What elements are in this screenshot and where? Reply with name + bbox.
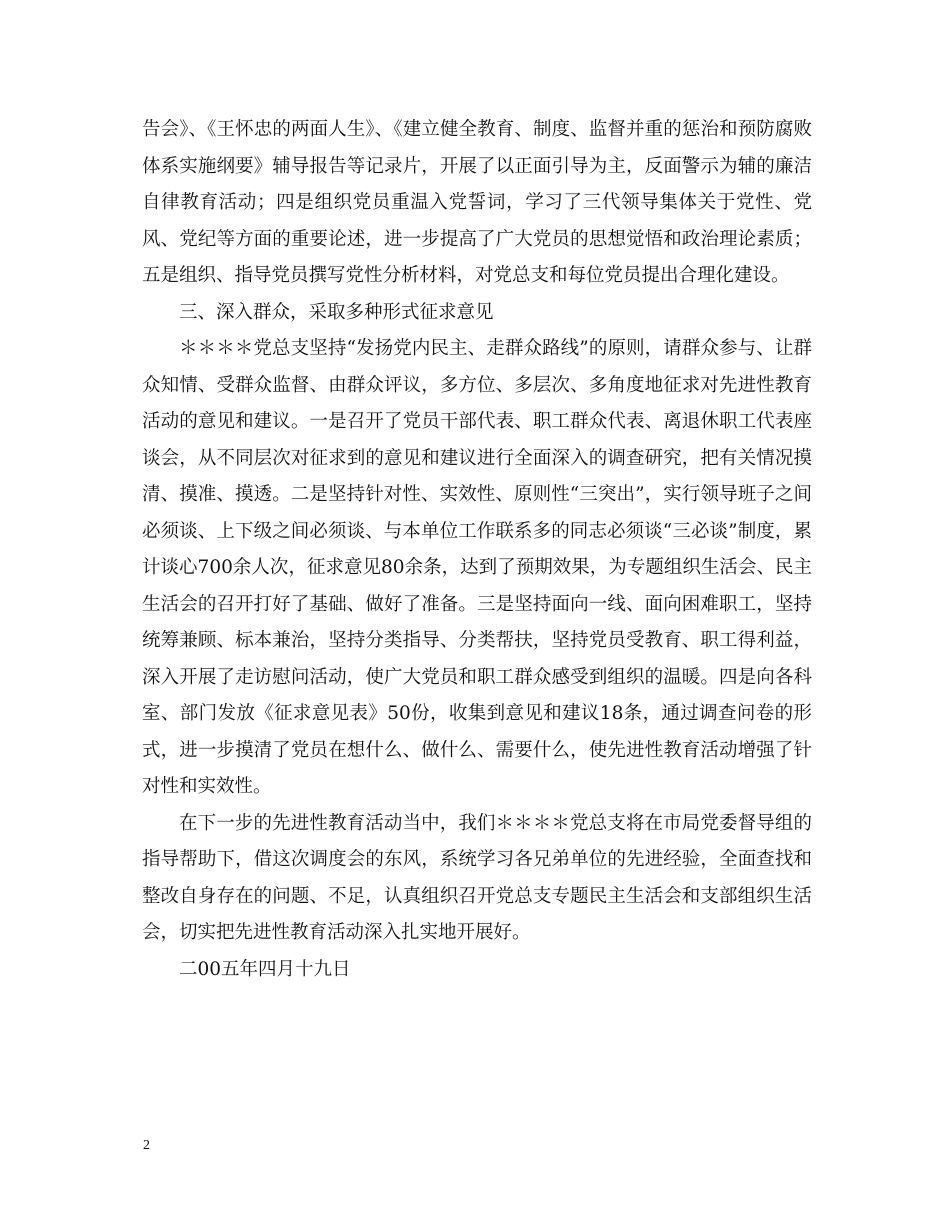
document-body: [142, 112, 812, 988]
document-date: 二00五年四月十九日: [179, 958, 351, 980]
paragraph-continuation: 告会》、《王怀忠的两面人生》、《建立健全教育、制度、监督并重的惩治和预防腐败体系实施纲要》辅导报告等记录片，开展了以正面引导为主，反面警示为辅的廉洁自律教育活动；四是组织党员重温入党誓词，学习了三代领导集体关于党性、党风、党纪等方面的重要论述，进一步提高了广大党员的思想觉悟和政治理论素质；五是组织、指导党员撰写党性分析材料，对党总支和每位党员提出合理化建设。: [142, 119, 812, 286]
paragraph-opinions: ＊＊＊＊党总支坚持“发扬党内民主、走群众路线”的原则，请群众参与、让群众知情、受群众监督、由群众评议，多方位、多层次、多角度地征求对先进性教育活动的意见和建议。一是召开了党员干部代表、职工群众代表、离退休职工代表座谈会，从不同层次对征求到的意见和建议进行全面深入的调查研究，把有关情况摸清、摸准、摸透。二是坚持针对性、实效性、原则性“三突出”，实行领导班子之间必须谈、上下级之间必须谈、与本单位工作联系多的同志必须谈“三必谈”制度，累计谈心700余人次，征求意见80余条，达到了预期效果，为专题组织生活会、民主生活会的召开打好了基础、做好了准备。三是坚持面向一线、面向困难职工，坚持统筹兼顾、标本兼治，坚持分类指导、分类帮扶，坚持党员受教育、职工得利益，深入开展了走访慰问活动，使广大党员和职工群众感受到组织的温暖。四是向各科室、部门发放《征求意见表》50份，收集到意见和建议18条，通过调查问卷的形式，进一步摸清了党员在想什么、做什么、需要什么，使先进性教育活动增强了针对性和实效性。: [142, 338, 812, 797]
page-number: 2: [143, 1138, 150, 1153]
section-heading: 三、深入群众，采取多种形式征求意见: [179, 301, 494, 323]
paragraph-next-steps: 在下一步的先进性教育活动当中，我们＊＊＊＊党总支将在市局党委督导组的指导帮助下，借这次调度会的东风，系统学习各兄弟单位的先进经验，全面查找和整改自身存在的问题、不足，认真组织召开党总支专题民主生活会和支部组织生活会，切实把先进性教育活动深入扎实地开展好。: [142, 812, 812, 943]
